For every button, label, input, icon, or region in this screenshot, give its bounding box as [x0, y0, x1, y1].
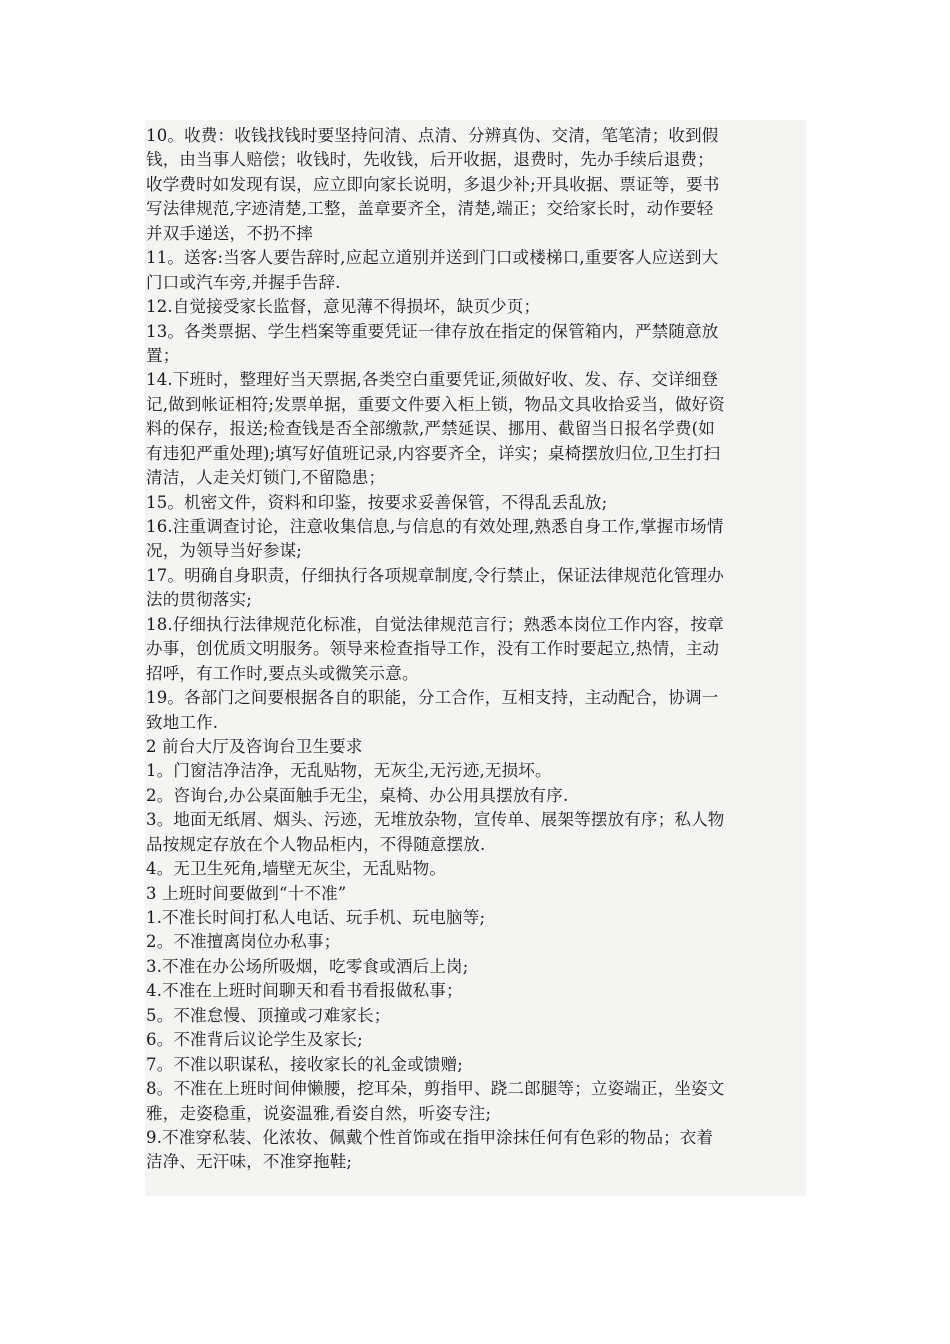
text-line: 清洁，人走关灯锁门,不留隐患；	[146, 468, 386, 488]
text-line: 致地工作.	[146, 712, 219, 732]
text-line: 况，为领导当好参谋;	[146, 541, 303, 561]
text-line: 3.不准在办公场所吸烟，吃零食或酒后上岗;	[146, 956, 469, 976]
text-line: 法的贯彻落实;	[146, 590, 252, 610]
text-line: 6。不准背后议论学生及家长;	[146, 1030, 363, 1050]
text-line: 记,做到帐证相符;发票单据，重要文件要入柜上锁，物品文具收拾妥当，做好资	[146, 394, 726, 414]
text-line: 雅，走姿稳重，说姿温雅,看姿自然，听姿专注;	[146, 1103, 492, 1123]
text-line: 4.不准在上班时间聊天和看书看报做私事；	[146, 981, 463, 1001]
text-line: 招呼，有工作时,要点头或微笑示意。	[146, 663, 419, 683]
text-line: 14.下班时，整理好当天票据,各类空白重要凭证,须做好收、发、存、交详细登	[146, 370, 719, 390]
text-line: 7。不准以职谋私，接收家长的礼金或馈赠;	[146, 1054, 464, 1074]
text-line: 9.不准穿私装、化浓妆、佩戴个性首饰或在指甲涂抹任何有色彩的物品；衣着	[146, 1127, 714, 1147]
text-line: 写法律规范,字迹清楚,工整，盖章要齐全，清楚,端正；交给家长时，动作要轻	[146, 199, 714, 219]
text-line: 并双手递送，不扔不摔	[146, 223, 313, 243]
text-line: 2 前台大厅及咨询台卫生要求	[146, 736, 363, 756]
text-line: 钱，由当事人赔偿；收钱时，先收钱，后开收据，退费时，先办手续后退费；	[146, 150, 714, 170]
text-line: 17。明确自身职责，仔细执行各项规章制度,令行禁止，保证法律规范化管理办	[146, 565, 724, 585]
text-line: 料的保存，报送;检查钱是否全部缴款,严禁延误、挪用、截留当日报名学费(如	[146, 419, 715, 439]
text-line: 洁净、无汗味，不准穿拖鞋;	[146, 1152, 353, 1172]
text-line: 18.仔细执行法律规范化标准，自觉法律规范言行；熟悉本岗位工作内容，按章	[146, 614, 724, 634]
text-line: 1。门窗洁净洁净，无乱贴物，无灰尘,无污迹,无损坏。	[146, 761, 552, 781]
text-line: 2。咨询台,办公桌面触手无尘，桌椅、办公用具摆放有序.	[146, 785, 569, 805]
text-line: 2。不准擅离岗位办私事；	[146, 932, 341, 952]
text-line: 8。不准在上班时间伸懒腰，挖耳朵，剪指甲、跷二郎腿等；立姿端正，坐姿文	[146, 1079, 725, 1099]
document-text-block	[145, 120, 806, 1196]
text-line: 1.不准长时间打私人电话、玩手机、玩电脑等;	[146, 908, 486, 927]
text-line: 11。送客:当客人要告辞时,应起立道别并送到门口或楼梯口,重要客人应送到大	[146, 248, 719, 268]
text-line: 3。地面无纸屑、烟头、污迹，无堆放杂物，宣传单、展架等摆放有序；私人物	[146, 810, 725, 830]
text-line: 收学费时如发现有误，应立即向家长说明，多退少补;开具收据、票证等，要书	[146, 174, 720, 194]
text-line: 13。各类票据、学生档案等重要凭证一律存放在指定的保管箱内，严禁随意放	[146, 321, 719, 341]
text-line: 12.自觉接受家长监督，意见薄不得损坏，缺页少页；	[146, 297, 541, 317]
text-line: 16.注重调查讨论，注意收集信息,与信息的有效处理,熟悉自身工作,掌握市场情	[146, 517, 724, 536]
text-line: 门口或汽车旁,并握手告辞.	[146, 272, 341, 292]
text-line: 15。机密文件，资料和印鉴，按要求妥善保管，不得乱丢乱放;	[146, 492, 608, 512]
text-line: 置；	[146, 345, 180, 365]
text-line: 5。不准怠慢、顶撞或刁难家长；	[146, 1005, 391, 1025]
text-line: 4。无卫生死角,墙壁无灰尘，无乱贴物。	[146, 859, 447, 879]
text-line: 品按规定存放在个人物品柜内，不得随意摆放.	[146, 834, 486, 854]
text-line: 3 上班时间要做到“十不准”	[146, 883, 347, 903]
text-line: 19。各部门之间要根据各自的职能，分工合作，互相支持，主动配合，协调一	[146, 688, 719, 708]
text-line: 有违犯严重处理);填写好值班记录,内容要齐全，详实；桌椅摆放归位,卫生打扫	[146, 443, 721, 463]
text-line: 办事，创优质文明服务。领导来检查指导工作，没有工作时要起立,热情，主动	[146, 639, 720, 659]
text-line: 10。收费：收钱找钱时要坚持问清、点清、分辨真伪、交清，笔笔清；收到假	[146, 126, 719, 145]
